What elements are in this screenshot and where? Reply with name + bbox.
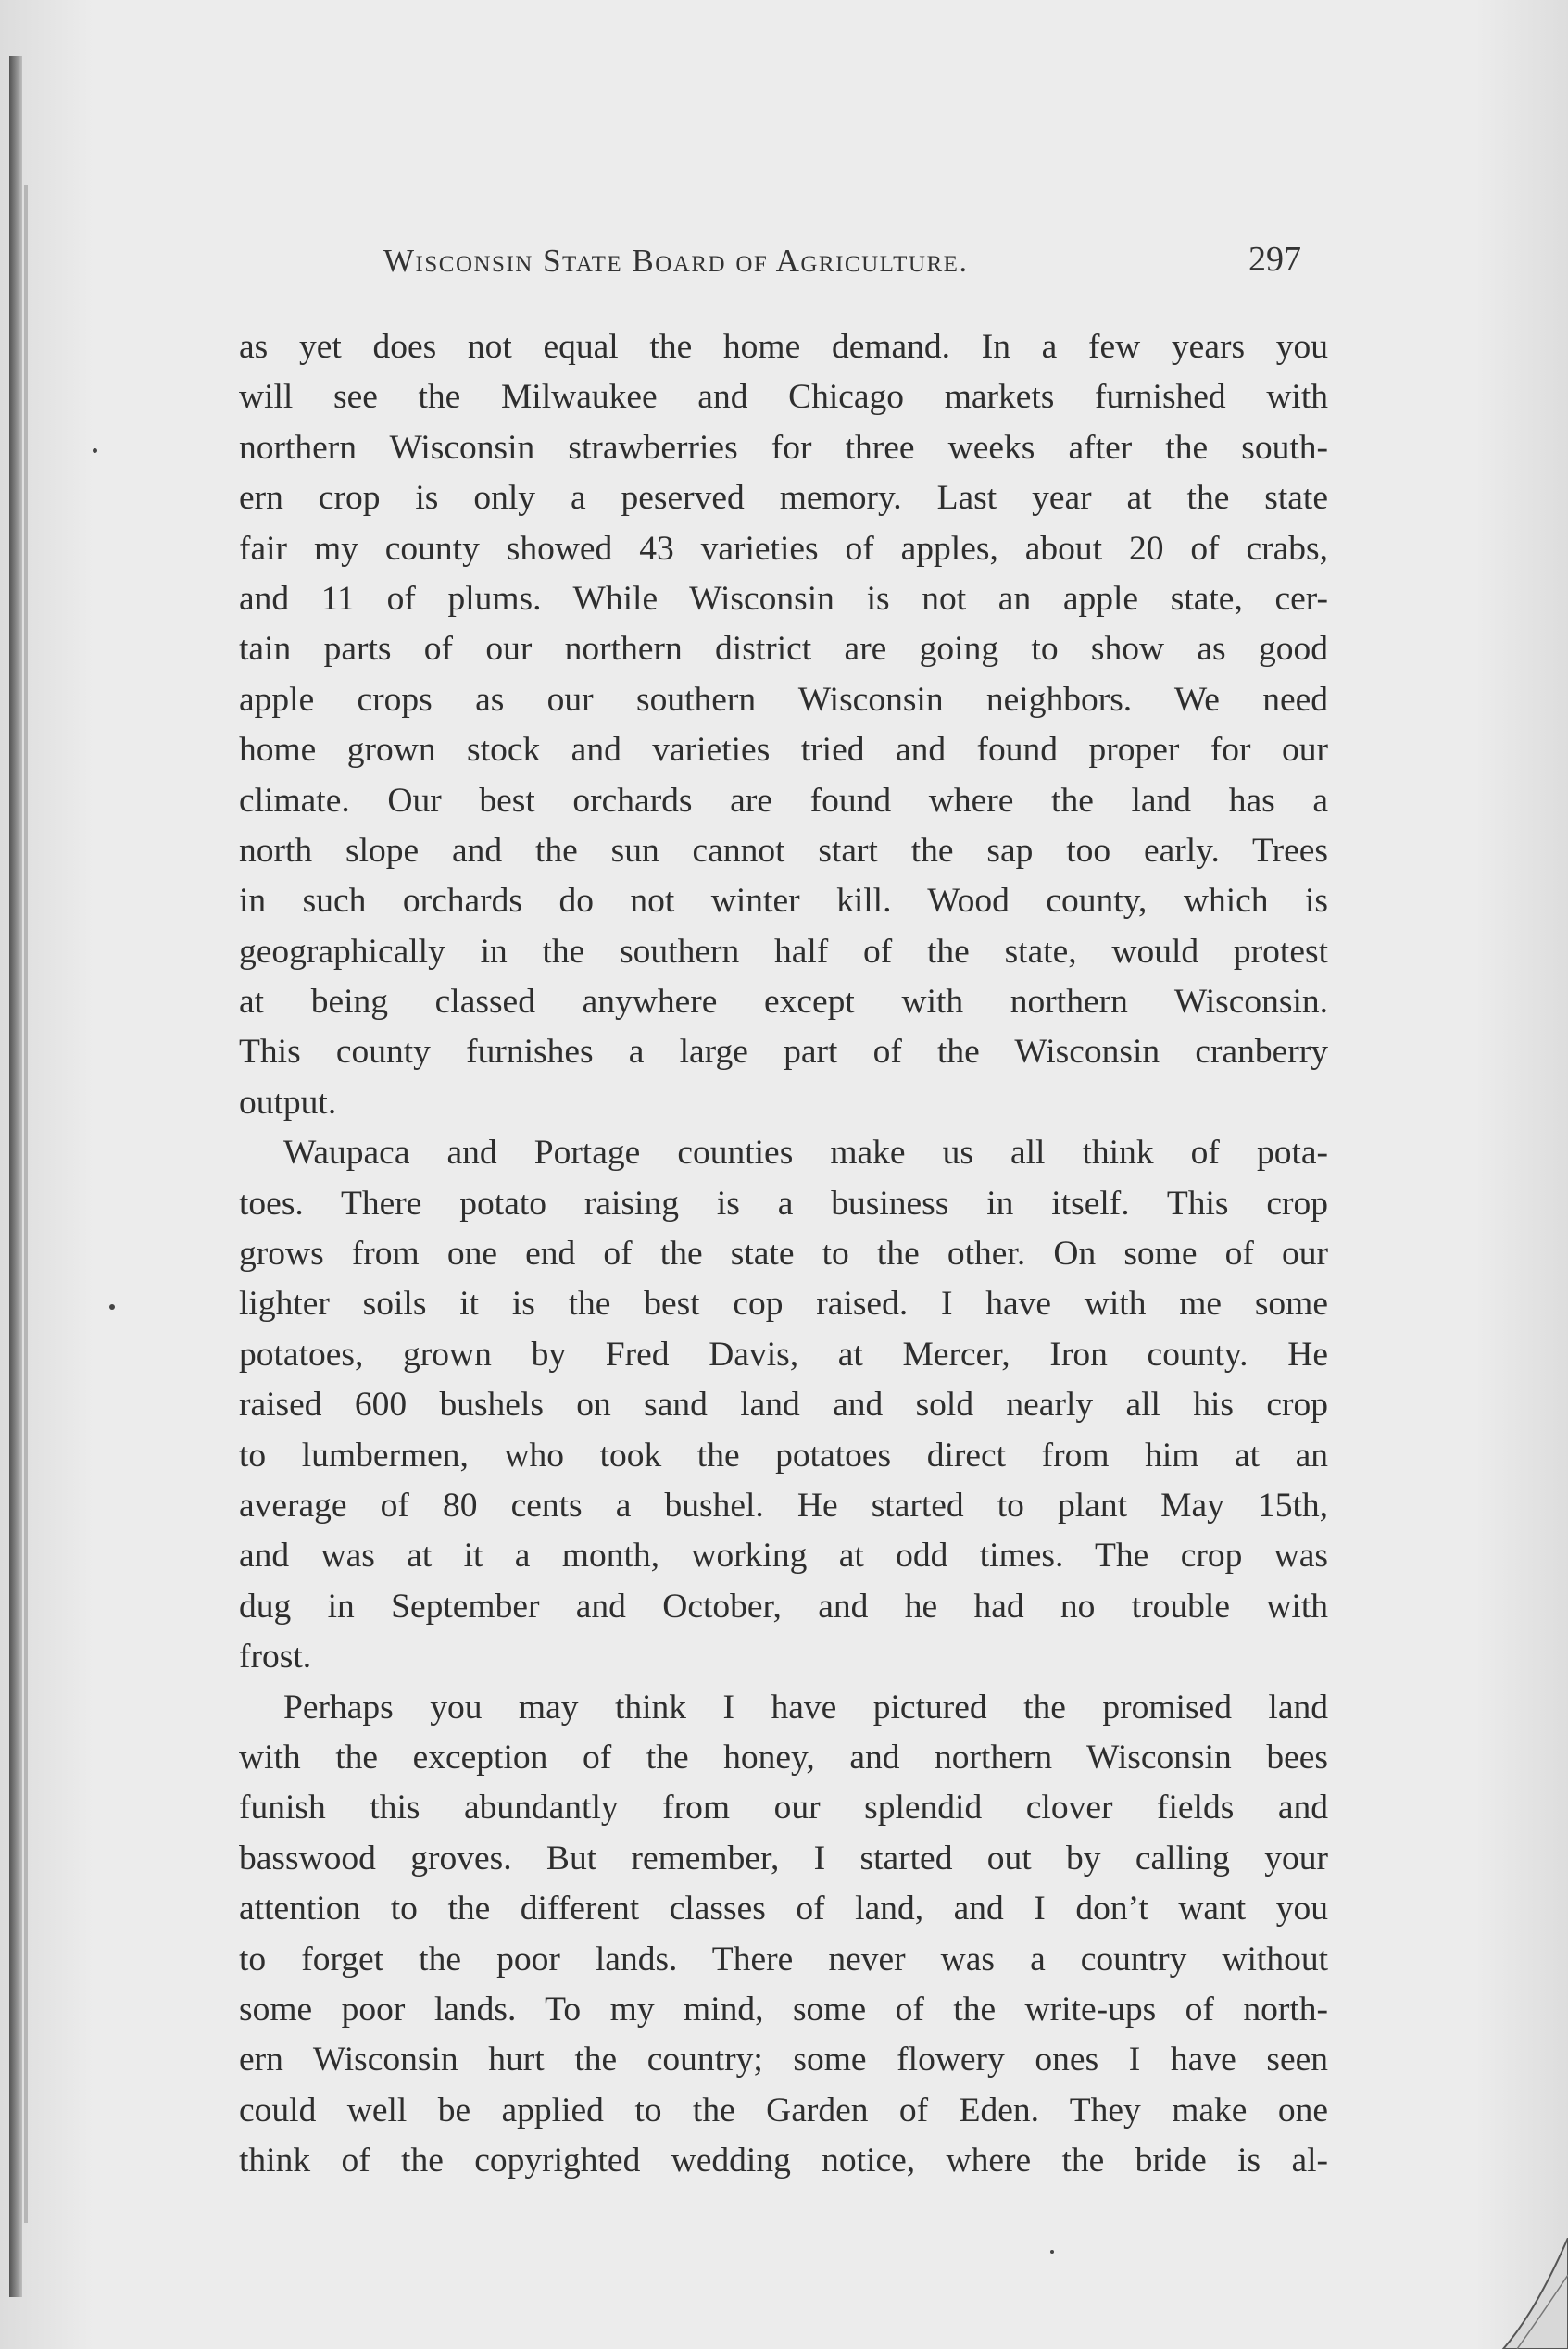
text-line: geographically in the southern half of the state, would protest <box>239 932 1328 971</box>
text-line: potatoes, grown by Fred Davis, at Mercer, Iron county. He <box>239 1335 1328 1374</box>
text-line: frost. <box>239 1638 312 1677</box>
text-line: think of the copyrighted wedding notice, where the bride is al- <box>239 2142 1328 2180</box>
text-line: and was at it a month, working at odd times. The crop was <box>239 1537 1328 1576</box>
text-line: with the exception of the honey, and northern Wisconsin bees <box>239 1738 1328 1777</box>
text-line: ern crop is only a peserved memory. Last year at the state <box>239 479 1328 518</box>
text-line: grows from one end of the state to the other. On some of our <box>239 1235 1328 1274</box>
text-line: Waupaca and Portage counties make us all think of pota- <box>283 1134 1328 1173</box>
text-line: ern Wisconsin hurt the country; some flowery ones I have seen <box>239 2041 1328 2079</box>
text-line: northern Wisconsin strawberries for three weeks after the south- <box>239 428 1328 467</box>
binding-shadow <box>9 56 22 2297</box>
text-line: could well be applied to the Garden of Eden. They make one <box>239 2091 1328 2129</box>
text-line: north slope and the sun cannot start the sap too early. Trees <box>239 831 1328 870</box>
text-line: climate. Our best orchards are found where the land has a <box>239 781 1328 820</box>
text-line: apple crops as our southern Wisconsin neighbors. We need <box>239 680 1328 719</box>
text-line: tain parts of our northern district are going to show as good <box>239 630 1328 669</box>
text-line: will see the Milwaukee and Chicago markets furnished with <box>239 378 1328 417</box>
page-number: 297 <box>1248 240 1301 279</box>
text-line: Perhaps you may think I have pictured the promised land <box>283 1688 1328 1727</box>
text-line: at being classed anywhere except with northern Wisconsin. <box>239 983 1328 1022</box>
text-line: and 11 of plums. While Wisconsin is not an apple state, cer- <box>239 579 1328 618</box>
text-line: some poor lands. To my mind, some of the write-ups of north- <box>239 1990 1328 2029</box>
scan-speck <box>93 448 97 453</box>
text-line: to forget the poor lands. There never was a country without <box>239 1940 1328 1978</box>
text-line: lighter soils it is the best cop raised. I have with me some <box>239 1285 1328 1324</box>
text-line: average of 80 cents a bushel. He started to plant May 15th, <box>239 1486 1328 1525</box>
text-line: raised 600 bushels on sand land and sold nearly all his crop <box>239 1386 1328 1425</box>
text-line: toes. There potato raising is a business in itself. This crop <box>239 1184 1328 1223</box>
text-line: This county furnishes a large part of the Wisconsin cranberry <box>239 1033 1328 1072</box>
scan-speck <box>109 1304 115 1310</box>
text-line: to lumbermen, who took the potatoes direct from him at an <box>239 1436 1328 1475</box>
text-line: in such orchards do not winter kill. Wood county, which is <box>239 882 1328 921</box>
text-line: funish this abundantly from our splendid clover fields and <box>239 1789 1328 1828</box>
page-corner-curl <box>1485 2238 1568 2349</box>
text-line: output. <box>239 1083 337 1122</box>
body-text <box>239 322 1328 2186</box>
text-line: fair my county showed 43 varieties of apples, about 20 of crabs, <box>239 529 1328 568</box>
binding-line <box>24 185 28 2223</box>
text-line: basswood groves. But remember, I started out by calling your <box>239 1839 1328 1878</box>
text-line: as yet does not equal the home demand. In a few years you <box>239 328 1328 366</box>
text-line: attention to the different classes of land, and I don’t want you <box>239 1890 1328 1928</box>
running-head-title: Wisconsin State Board of Agriculture. <box>383 243 969 279</box>
text-line: dug in September and October, and he had no trouble with <box>239 1587 1328 1626</box>
text-line: home grown stock and varieties tried and found proper for our <box>239 731 1328 770</box>
scan-speck <box>1050 2250 1054 2254</box>
